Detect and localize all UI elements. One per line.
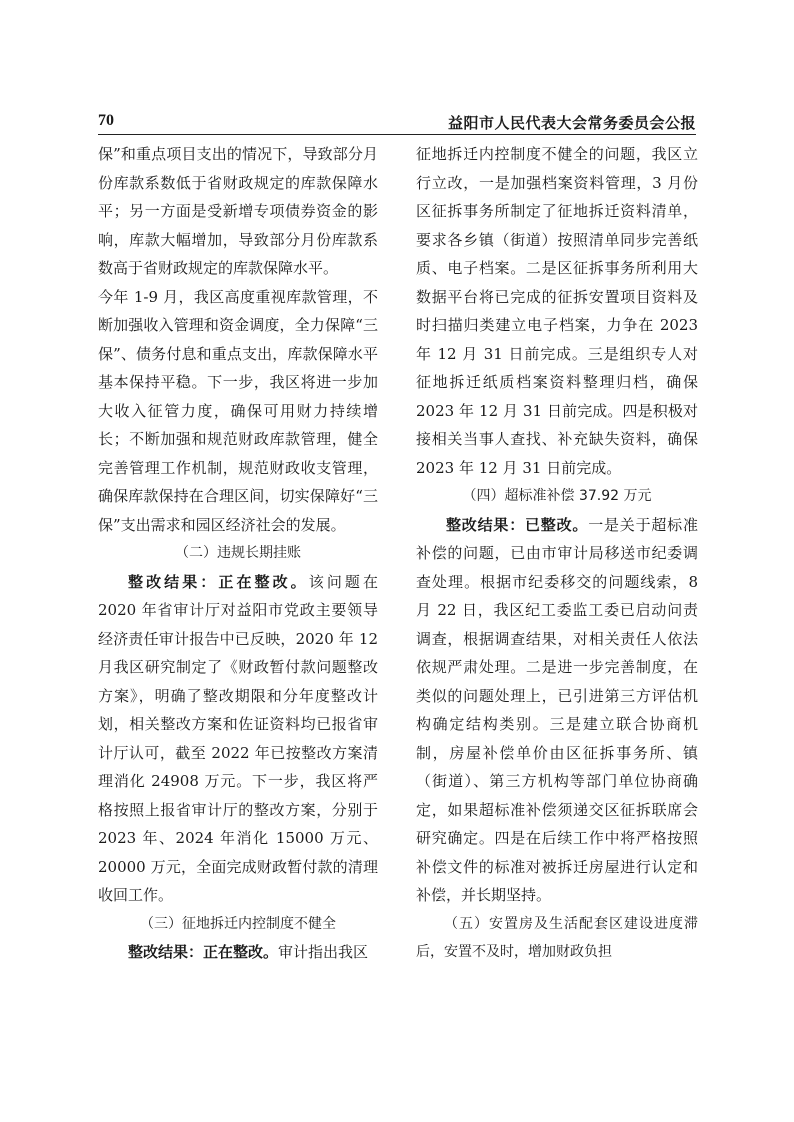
- result-label: 整改结果：正在整改。: [128, 572, 309, 591]
- page-number: 70: [98, 112, 114, 129]
- paragraph: [98, 938, 378, 967]
- section-heading: （二）违规长期挂账: [175, 545, 301, 561]
- header-divider: [98, 134, 696, 135]
- left-column: [98, 140, 378, 967]
- section-heading: （五）安置房及生活配套区建设进度滞后，安置不及时，增加财政负担: [416, 915, 698, 960]
- result-label: 整改结果：正在整改。: [128, 943, 279, 961]
- section-heading: （四）超标准补偿 37.92 万元: [462, 488, 652, 504]
- right-column: [416, 140, 698, 967]
- result-label: 整改结果：已整改。: [446, 515, 589, 534]
- section-heading: （三）征地拆迁内控制度不健全: [140, 915, 336, 932]
- paragraph-text: 一是关于超标准补偿的问题，已由市审计局移送市纪委调查处理。根据市纪委移交的问题线索，8 月 22 日，我区纪工委监工委已启动问责调查，根据调查结果，对相关责任人依法依规严肃处理。二是进一步完善制度，在类似的问题处理上，已引进第三方评估机构确定结构类别。三是建立联合协商机制，房屋补偿单价由区征拆事务所、镇（街道）、第三方机构等部门单位协商确定，如果超标准补偿须递交区征拆联席会研究确定。四是在后续工作中将严格按照补偿文件的标准对被拆迁房屋进行认定和补偿，并长期坚持。: [416, 515, 698, 904]
- paragraph-text: 审计指出我区: [278, 943, 369, 961]
- paragraph: [98, 568, 378, 910]
- paragraph: 今年 1-9 月，我区高度重视库款管理，不断加强收入管理和资金调度，全力保障“三保”、债务付息和重点支出，库款保障水平基本保持平稳。下一步，我区将进一步加大收入征管力度，确保可用财力持续增长；不断加强和规范财政库款管理，健全完善管理工作机制，规范财政收支管理，确保库款保持在合理区间，切实保障好“三保”支出需求和园区经济社会的发展。: [98, 287, 378, 534]
- paragraph: 征地拆迁内控制度不健全的问题，我区立行立改，一是加强档案资料管理，3 月份区征拆事务所制定了征地拆迁资料清单，要求各乡镇（街道）按照清单同步完善纸质、电子档案。二是区征拆事务所利用大数据平台将已完成的征拆安置项目资料及时扫描归类建立电子档案，力争在 2023 年 12 月 31 日前完成。三是组织专人对征地拆迁纸质档案资料整理归档，确保 2023 年 12 月 31 日前完成。四是积极对接相关当事人查找、补充缺失资料，确保 2023 年 12 月 31 日前完成。: [416, 145, 698, 477]
- paragraph-text: 该问题在 2020 年省审计厅对益阳市党政主要领导经济责任审计报告中已反映，2020 年 12 月我区研究制定了《财政暂付款问题整改方案》，明确了整改期限和分年度整改计划，相关整改方案和佐证资料均已报省审计厅认可，截至 2022 年已按整改方案清理消化 24908 万元。下一步，我区将严格按照上报省审计厅的整改方案，分别于 2023 年、2024 年消化 15000 万元、20000 万元，全面完成财政暂付款的清理收回工作。: [98, 572, 378, 904]
- page-header: [98, 108, 696, 132]
- paragraph: [416, 511, 698, 910]
- journal-title: 益阳市人民代表大会常务委员会公报: [447, 114, 696, 132]
- paragraph: 保”和重点项目支出的情况下，导致部分月份库款系数低于省财政规定的库款保障水平；另一方面是受新增专项债券资金的影响，库款大幅增加，导致部分月份库款系数高于省财政规定的库款保障水平。: [98, 145, 378, 277]
